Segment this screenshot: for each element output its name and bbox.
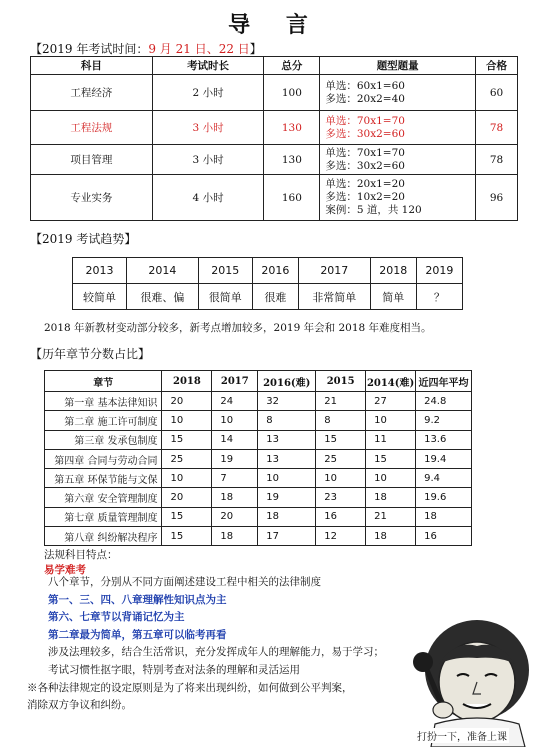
trend-level: 很难、偏 <box>127 284 199 310</box>
question-type-line: 案例：5 道，共 120 <box>325 204 422 216</box>
col-header: 2016(难) <box>258 371 316 392</box>
table-row <box>31 111 518 145</box>
score-cell: 21 <box>366 507 416 526</box>
col-header: 2017 <box>212 371 258 392</box>
score-cell: 19.4 <box>416 449 472 468</box>
chapter-name: 第六章 安全管理制度 <box>45 488 162 507</box>
score-cell: 15 <box>162 430 212 449</box>
score-cell: 10 <box>162 411 212 430</box>
table-row <box>31 145 518 175</box>
question-type-line: 单选：70x1=70 <box>325 146 405 159</box>
score-cell: 20 <box>162 392 212 411</box>
col-header: 题型题量 <box>320 57 476 75</box>
exam-dates: 9 月 21 日、22 日 <box>148 42 250 56</box>
question-type-line: 单选：20x1=20 <box>325 178 405 190</box>
trend-year: 2018 <box>370 258 416 284</box>
score-cell: 21 <box>316 392 366 411</box>
cell-subject: 工程法规 <box>31 111 153 145</box>
legal-note-line: 消除双方争议和纠纷。 <box>27 699 132 711</box>
legal-note-line: ※各种法律规定的设定原则是为了将来出现纠纷，如何做到公平判案， <box>27 682 353 694</box>
score-cell: 10 <box>212 411 258 430</box>
score-cell: 15 <box>162 527 212 546</box>
trend-note: 2018 年新教材变动部分较多，新考点增加较多，2019 年会和 2018 年难度相当。 <box>44 322 432 334</box>
question-type-line: 多选：10x2=20 <box>325 191 405 203</box>
trend-level: 较简单 <box>73 284 127 310</box>
score-cell: 9.2 <box>416 411 472 430</box>
trend-year: 2014 <box>127 258 199 284</box>
cell-total: 130 <box>264 145 320 175</box>
score-cell: 24 <box>212 392 258 411</box>
table-row <box>45 430 472 449</box>
score-cell: 20 <box>162 488 212 507</box>
col-header: 章节 <box>45 371 162 392</box>
question-type-line: 单选：70x1=70 <box>325 114 405 127</box>
table-row <box>45 411 472 430</box>
col-header: 近四年平均 <box>416 371 472 392</box>
chapter-name: 第七章 质量管理制度 <box>45 507 162 526</box>
meme-face-icon <box>395 612 545 747</box>
trend-level: ？ <box>416 284 462 310</box>
score-cell: 24.8 <box>416 392 472 411</box>
score-cell: 7 <box>212 469 258 488</box>
feature-line: 涉及法理较多，结合生活常识，充分发挥成年人的理解能力，易于学习； <box>48 646 384 658</box>
features-list <box>48 574 384 679</box>
cell-subject: 专业实务 <box>31 175 153 221</box>
table-row <box>45 392 472 411</box>
trend-heading: 【2019 考试趋势】 <box>30 232 137 246</box>
question-type-line: 多选：20x2=40 <box>325 92 405 105</box>
exam-time-suffix: 】 <box>249 42 262 56</box>
score-cell: 13.6 <box>416 430 472 449</box>
score-cell: 19 <box>258 488 316 507</box>
score-cell: 23 <box>316 488 366 507</box>
table-row <box>45 469 472 488</box>
page-title: 导 言 <box>228 12 322 38</box>
exam-time-prefix: 【2019 年考试时间： <box>30 42 149 56</box>
score-cell: 10 <box>162 469 212 488</box>
score-cell: 18 <box>258 507 316 526</box>
feature-line: 八个章节，分别从不同方面阐述建设工程中相关的法律制度 <box>48 576 321 588</box>
trend-level: 很难 <box>252 284 298 310</box>
score-cell: 13 <box>258 430 316 449</box>
cell-pass: 78 <box>476 111 518 145</box>
score-cell: 18 <box>366 488 416 507</box>
cell-types <box>320 175 476 221</box>
question-type-line: 多选：30x2=60 <box>325 127 405 140</box>
chapter-name: 第三章 发承包制度 <box>45 430 162 449</box>
chapter-name: 第八章 纠纷解决程序 <box>45 527 162 546</box>
cell-types <box>320 145 476 175</box>
score-cell: 11 <box>366 430 416 449</box>
score-cell: 10 <box>366 469 416 488</box>
col-header: 2018 <box>162 371 212 392</box>
col-header: 2014(难) <box>366 371 416 392</box>
col-header: 考试时长 <box>152 57 264 75</box>
score-cell: 8 <box>258 411 316 430</box>
feature-line: 第二章最为简单，第五章可以临考再看 <box>48 628 227 641</box>
cell-subject: 工程经济 <box>31 75 153 111</box>
cell-pass: 78 <box>476 145 518 175</box>
feature-line: 第六、七章节以背诵记忆为主 <box>48 611 185 623</box>
exam-table <box>30 56 518 221</box>
trend-level: 简单 <box>370 284 416 310</box>
score-cell: 19.6 <box>416 488 472 507</box>
score-cell: 16 <box>416 527 472 546</box>
cell-pass: 96 <box>476 175 518 221</box>
cell-total: 100 <box>264 75 320 111</box>
feature-line: 第一、三、四、八章理解性知识点为主 <box>48 593 227 606</box>
cell-total: 130 <box>264 111 320 145</box>
table-row <box>45 507 472 526</box>
cell-types <box>320 75 476 111</box>
trend-level: 非常简单 <box>299 284 371 310</box>
col-header: 科目 <box>31 57 153 75</box>
cell-duration: 3 小时 <box>152 145 264 175</box>
features-heading: 法规科目特点： <box>44 549 118 561</box>
trend-year: 2019 <box>416 258 462 284</box>
chapter-name: 第四章 合同与劳动合同 <box>45 449 162 468</box>
chapter-score-table <box>44 370 472 546</box>
cell-types <box>320 111 476 145</box>
score-cell: 13 <box>258 449 316 468</box>
chapter-name: 第五章 环保节能与文保 <box>45 469 162 488</box>
score-cell: 20 <box>212 507 258 526</box>
score-cell: 8 <box>316 411 366 430</box>
score-cell: 19 <box>212 449 258 468</box>
score-cell: 25 <box>316 449 366 468</box>
trend-year: 2015 <box>198 258 252 284</box>
cell-pass: 60 <box>476 75 518 111</box>
score-cell: 18 <box>212 488 258 507</box>
score-cell: 25 <box>162 449 212 468</box>
features-tag: 易学难考 <box>44 564 86 576</box>
score-cell: 10 <box>258 469 316 488</box>
chapter-name: 第一章 基本法律知识 <box>45 392 162 411</box>
chapter-name: 第二章 施工许可制度 <box>45 411 162 430</box>
cell-total: 160 <box>264 175 320 221</box>
score-cell: 15 <box>366 449 416 468</box>
score-cell: 18 <box>416 507 472 526</box>
table-row <box>45 527 472 546</box>
col-header: 2015 <box>316 371 366 392</box>
score-cell: 17 <box>258 527 316 546</box>
table-row <box>31 75 518 111</box>
cell-subject: 项目管理 <box>31 145 153 175</box>
col-header: 总分 <box>264 57 320 75</box>
meme-caption: 打扮一下，准备上课 <box>415 728 509 743</box>
score-cell: 16 <box>316 507 366 526</box>
table-row <box>45 449 472 468</box>
score-cell: 15 <box>162 507 212 526</box>
trend-year: 2013 <box>73 258 127 284</box>
meme-image <box>395 612 545 747</box>
table-row <box>31 175 518 221</box>
trend-year: 2017 <box>299 258 371 284</box>
cell-duration: 3 小时 <box>152 111 264 145</box>
col-header: 合格 <box>476 57 518 75</box>
chapters-heading: 【历年章节分数占比】 <box>30 347 151 361</box>
table-row <box>45 488 472 507</box>
exam-time-line <box>30 40 262 57</box>
score-cell: 9.4 <box>416 469 472 488</box>
legal-note <box>27 680 353 714</box>
score-cell: 12 <box>316 527 366 546</box>
feature-line: 考试习惯性抠字眼，特别考查对法条的理解和灵活运用 <box>48 663 300 676</box>
cell-duration: 2 小时 <box>152 75 264 111</box>
score-cell: 10 <box>316 469 366 488</box>
score-cell: 32 <box>258 392 316 411</box>
score-cell: 18 <box>212 527 258 546</box>
score-cell: 15 <box>316 430 366 449</box>
trend-table <box>72 257 463 310</box>
trend-year: 2016 <box>252 258 298 284</box>
score-cell: 10 <box>366 411 416 430</box>
trend-level: 很简单 <box>198 284 252 310</box>
score-cell: 14 <box>212 430 258 449</box>
question-type-line: 单选：60x1=60 <box>325 79 405 92</box>
cell-duration: 4 小时 <box>152 175 264 221</box>
question-type-line: 多选：30x2=60 <box>325 159 405 172</box>
score-cell: 27 <box>366 392 416 411</box>
score-cell: 18 <box>366 527 416 546</box>
